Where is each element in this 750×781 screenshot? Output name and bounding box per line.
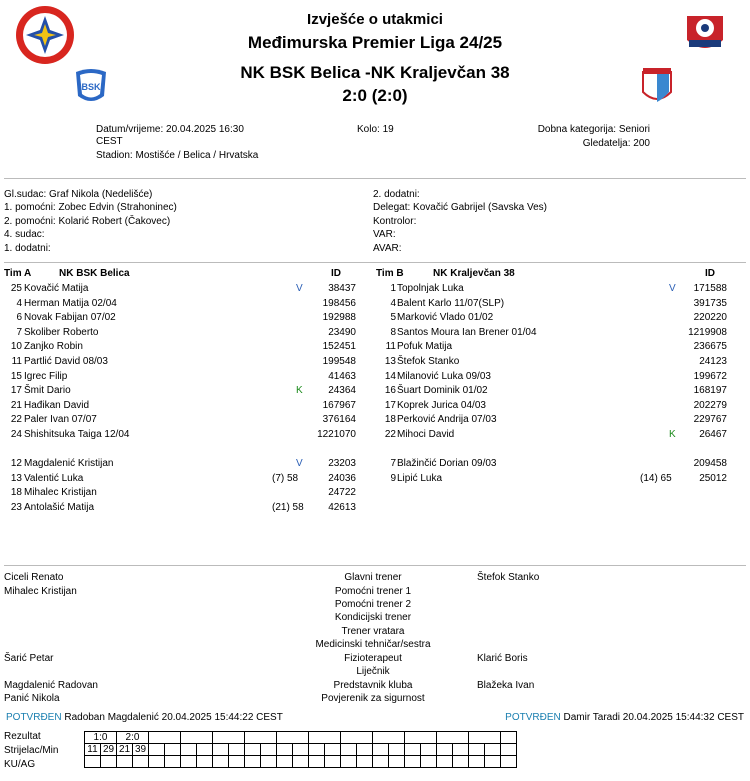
- goalkeeper-tag: V: [296, 283, 303, 294]
- empty-cell: [293, 744, 309, 756]
- player-name: Blažinčić Dorian 09/03: [397, 458, 497, 469]
- empty-cell: [309, 732, 341, 744]
- card-cell: [389, 756, 405, 768]
- official-right: Kontrolor:: [373, 215, 417, 227]
- empty-cell: [485, 744, 501, 756]
- card-cell: [501, 756, 517, 768]
- empty-cell: [149, 744, 165, 756]
- official-right: VAR:: [373, 229, 396, 241]
- player-id: 199672: [693, 370, 727, 382]
- card-cell: [437, 756, 453, 768]
- card-cell: [309, 756, 325, 768]
- empty-cell: [261, 744, 277, 756]
- player-id: 41463: [328, 370, 356, 382]
- scorer-minute-cell: 29: [101, 744, 117, 756]
- grid-label-card: KU/AG: [4, 759, 36, 770]
- empty-cell: [181, 732, 213, 744]
- empty-cell: [501, 744, 517, 756]
- player-name: Štefok Stanko: [397, 356, 460, 367]
- empty-cell: [373, 744, 389, 756]
- player-number: 22: [384, 429, 396, 440]
- substitution-info: (14) 65: [640, 472, 672, 484]
- card-cell: [341, 756, 357, 768]
- player-id: 23203: [328, 458, 356, 469]
- scorer-minute-cell: 39: [133, 744, 149, 756]
- player-number: 15: [10, 370, 22, 382]
- player-number: 24: [10, 429, 22, 440]
- empty-cell: [373, 732, 405, 744]
- player-id: 1221070: [317, 429, 356, 440]
- player-name: Partlić David 08/03: [24, 356, 108, 367]
- card-cell: [469, 756, 485, 768]
- player-number: 1: [390, 283, 396, 294]
- staff-role: Liječnik: [356, 666, 390, 677]
- empty-cell: [277, 732, 309, 744]
- scorer-minute-cell: 21: [117, 744, 133, 756]
- staff-name-home: Mihalec Kristijan: [4, 586, 77, 597]
- player-number: 16: [384, 385, 396, 397]
- empty-cell: [149, 732, 181, 744]
- official-left: 1. dodatni:: [4, 242, 51, 254]
- player-number: 17: [384, 399, 396, 411]
- card-cell: [165, 756, 181, 768]
- player-id: 171588: [693, 283, 727, 294]
- grid-label-result: Rezultat: [4, 731, 41, 742]
- player-name: Novak Fabijan 07/02: [24, 312, 116, 324]
- official-right: Delegat: Kovačić Gabrijel (Savska Ves): [373, 202, 547, 214]
- player-id: 220220: [693, 312, 727, 324]
- staff-role: Pomoćni trener 2: [334, 599, 412, 610]
- player-number: 13: [384, 356, 396, 367]
- card-cell: [213, 756, 229, 768]
- player-name: Mihoci David: [397, 429, 455, 440]
- staff-role: Trener vratara: [341, 626, 405, 637]
- grid-label-scorer: Strijelac/Min: [4, 745, 59, 756]
- empty-cell: [389, 744, 405, 756]
- player-number: 8: [390, 326, 396, 338]
- staff-name-away: Štefok Stanko: [477, 572, 540, 583]
- player-number: 14: [384, 370, 396, 382]
- substitution-info: (7) 58: [272, 472, 299, 484]
- stadium: Stadion: Mostišće / Belica / Hrvatska: [96, 150, 259, 161]
- substitution-info: (21) 58: [272, 501, 304, 513]
- team-b-name: NK Kraljevčan 38: [433, 268, 515, 279]
- player-name: Topolnjak Luka: [397, 283, 464, 294]
- player-id: 42613: [328, 501, 356, 513]
- timezone: CEST: [96, 136, 123, 147]
- divider: [4, 565, 746, 566]
- captain-tag: K: [669, 429, 676, 440]
- player-id: 1219908: [688, 326, 727, 338]
- staff-name-away: Blažeka Ivan: [477, 680, 535, 691]
- player-number: 7: [390, 458, 396, 469]
- card-cell: [245, 756, 261, 768]
- player-number: 21: [10, 399, 22, 411]
- team-b-label: Tim B: [376, 268, 404, 279]
- player-id: 198456: [322, 297, 356, 309]
- confirm-right: POTVRĐEN Damir Taradi 20.04.2025 15:44:32 CEST: [505, 712, 744, 723]
- league-name: Međimurska Premier Liga 24/25: [247, 33, 503, 52]
- staff-name-home: Ciceli Renato: [4, 572, 64, 583]
- player-id: 167967: [322, 399, 356, 411]
- player-number: 13: [10, 472, 22, 484]
- player-id: 229767: [693, 414, 727, 426]
- player-number: 4: [16, 297, 22, 309]
- player-name: Herman Matija 02/04: [24, 297, 117, 309]
- player-id: 391735: [693, 297, 727, 309]
- staff-role: Pomoćni trener 1: [334, 586, 412, 597]
- spectators: Gledatelja: 200: [582, 138, 650, 149]
- player-id: 24123: [699, 356, 727, 367]
- card-cell: [325, 756, 341, 768]
- player-id: 24722: [328, 487, 356, 499]
- card-cell: [117, 756, 133, 768]
- official-left: Gl.sudac: Graf Nikola (Nedelišće): [4, 189, 153, 200]
- player-id: 152451: [322, 341, 356, 353]
- team-b-id-header: ID: [705, 268, 715, 279]
- card-cell: [277, 756, 293, 768]
- svg-text:BSK: BSK: [81, 82, 101, 92]
- player-name: Lipić Luka: [397, 472, 443, 484]
- player-name: Šuart Dominik 01/02: [397, 385, 488, 397]
- player-number: 22: [10, 414, 22, 426]
- card-cell: [229, 756, 245, 768]
- player-id: 236675: [693, 341, 727, 353]
- player-name: Skoliber Roberto: [24, 326, 99, 338]
- confirmed-badge: POTVRĐEN: [6, 712, 62, 723]
- player-number: 11: [11, 356, 22, 367]
- result-cell: 2:0: [117, 732, 149, 744]
- divider: [4, 262, 746, 263]
- player-id: 209458: [693, 458, 727, 469]
- player-name: Santos Moura Ian Brener 01/04: [397, 326, 537, 338]
- empty-cell: [405, 744, 421, 756]
- empty-cell: [229, 744, 245, 756]
- player-number: 12: [10, 458, 22, 469]
- player-number: 5: [390, 312, 396, 324]
- events-grid: [84, 731, 517, 768]
- card-cell: [197, 756, 213, 768]
- empty-cell: [197, 744, 213, 756]
- player-id: 199548: [322, 356, 356, 367]
- official-left: 1. pomoćni: Zobec Edvin (Strahoninec): [4, 202, 177, 214]
- empty-cell: [341, 744, 357, 756]
- player-name: Balent Karlo 11/07(SLP): [397, 297, 505, 309]
- round: Kolo: 19: [357, 124, 394, 135]
- player-id: 24364: [328, 385, 356, 397]
- empty-cell: [213, 744, 229, 756]
- player-number: 6: [16, 312, 22, 324]
- player-name: Pofuk Matija: [397, 341, 453, 353]
- official-right: 2. dodatni:: [373, 189, 420, 200]
- empty-cell: [469, 732, 501, 744]
- team-a-name: NK BSK Belica: [59, 268, 130, 279]
- empty-cell: [357, 744, 373, 756]
- staff-role: Kondicijski trener: [334, 612, 412, 623]
- team-a-label: Tim A: [4, 268, 32, 279]
- empty-cell: [165, 744, 181, 756]
- player-name: Šmit Dario: [24, 385, 71, 397]
- empty-cell: [469, 744, 485, 756]
- staff-role: Povjerenik za sigurnost: [321, 693, 425, 704]
- player-name: Perković Andrija 07/03: [397, 414, 497, 426]
- empty-cell: [325, 744, 341, 756]
- official-left: 4. sudac:: [4, 229, 45, 241]
- card-cell: [485, 756, 501, 768]
- player-name: Kovačić Matija: [24, 283, 89, 294]
- captain-tag: K: [296, 385, 303, 397]
- player-id: 23490: [328, 326, 356, 338]
- player-id: 202279: [693, 399, 727, 411]
- player-number: 10: [10, 341, 22, 353]
- goalkeeper-tag: V: [669, 283, 676, 294]
- card-cell: [85, 756, 101, 768]
- staff-name-home: Panić Nikola: [4, 693, 60, 704]
- match-title: NK BSK Belica -NK Kraljevčan 38: [240, 63, 510, 82]
- card-cell: [133, 756, 149, 768]
- staff-name-home: Šarić Petar: [4, 653, 54, 664]
- player-name: Igrec Filip: [24, 370, 68, 382]
- player-id: 26467: [699, 429, 727, 440]
- player-number: 18: [10, 487, 22, 499]
- player-number: 18: [384, 414, 396, 426]
- confirm-left: POTVRĐEN Radoban Magdalenić 20.04.2025 15:44:22 CEST: [6, 712, 283, 723]
- scorer-minute-cell: 11: [85, 744, 101, 756]
- goalkeeper-tag: V: [296, 458, 303, 469]
- official-left: 2. pomoćni: Kolarić Robert (Čakovec): [4, 215, 171, 227]
- official-right: AVAR:: [373, 242, 402, 254]
- player-name: Paler Ivan 07/07: [24, 414, 97, 426]
- empty-cell: [309, 744, 325, 756]
- divider: [4, 178, 746, 179]
- player-number: 11: [385, 341, 396, 353]
- staff-role: Glavni trener: [344, 572, 402, 583]
- player-number: 23: [10, 501, 22, 513]
- empty-cell: [277, 744, 293, 756]
- card-cell: [357, 756, 373, 768]
- empty-cell: [437, 732, 469, 744]
- player-name: Valentić Luka: [24, 472, 84, 484]
- empty-cell: [245, 744, 261, 756]
- staff-role: Medicinski tehničar/sestra: [315, 639, 431, 650]
- result-cell: 1:0: [85, 732, 117, 744]
- card-cell: [421, 756, 437, 768]
- player-name: Antolašić Matija: [24, 501, 95, 513]
- player-id: 38437: [328, 283, 356, 294]
- card-cell: [453, 756, 469, 768]
- empty-cell: [405, 732, 437, 744]
- empty-cell: [341, 732, 373, 744]
- player-id: 24036: [328, 472, 356, 484]
- match-score: 2:0 (2:0): [342, 86, 408, 105]
- staff-name-home: Magdalenić Radovan: [4, 680, 98, 691]
- card-cell: [181, 756, 197, 768]
- player-id: 168197: [693, 385, 727, 397]
- report-title: Izvješće o utakmici: [307, 11, 443, 28]
- player-name: Zanjko Robin: [24, 341, 83, 353]
- player-name: Hađikan David: [24, 399, 90, 411]
- datetime: Datum/vrijeme: 20.04.2025 16:30: [96, 124, 244, 135]
- empty-cell: [453, 744, 469, 756]
- player-number: 25: [10, 283, 22, 294]
- player-name: Marković Vlado 01/02: [397, 312, 494, 324]
- staff-name-away: Klarić Boris: [477, 653, 528, 664]
- player-id: 376164: [322, 414, 356, 426]
- player-number: 4: [390, 297, 396, 309]
- empty-cell: [421, 744, 437, 756]
- player-name: Koprek Jurica 04/03: [397, 399, 486, 411]
- card-cell: [293, 756, 309, 768]
- empty-cell: [501, 732, 517, 744]
- player-name: Milanović Luka 09/03: [397, 370, 491, 382]
- empty-cell: [245, 732, 277, 744]
- player-number: 9: [390, 472, 396, 484]
- confirmed-badge: POTVRĐEN: [505, 712, 561, 723]
- team-a-id-header: ID: [331, 268, 341, 279]
- empty-cell: [213, 732, 245, 744]
- empty-cell: [181, 744, 197, 756]
- staff-role: Fizioterapeut: [344, 653, 402, 664]
- player-number: 17: [10, 385, 22, 397]
- empty-cell: [437, 744, 453, 756]
- player-id: 192988: [322, 312, 356, 324]
- card-cell: [101, 756, 117, 768]
- age-category: Dobna kategorija: Seniori: [537, 124, 650, 135]
- card-cell: [149, 756, 165, 768]
- staff-role: Predstavnik kluba: [333, 680, 413, 691]
- player-name: Mihalec Kristijan: [24, 487, 97, 499]
- card-cell: [405, 756, 421, 768]
- card-cell: [373, 756, 389, 768]
- card-cell: [261, 756, 277, 768]
- player-id: 25012: [699, 472, 727, 484]
- player-number: 7: [16, 326, 22, 338]
- player-name: Shishitsuka Taiga 12/04: [24, 429, 130, 440]
- player-name: Magdalenić Kristijan: [24, 458, 114, 469]
